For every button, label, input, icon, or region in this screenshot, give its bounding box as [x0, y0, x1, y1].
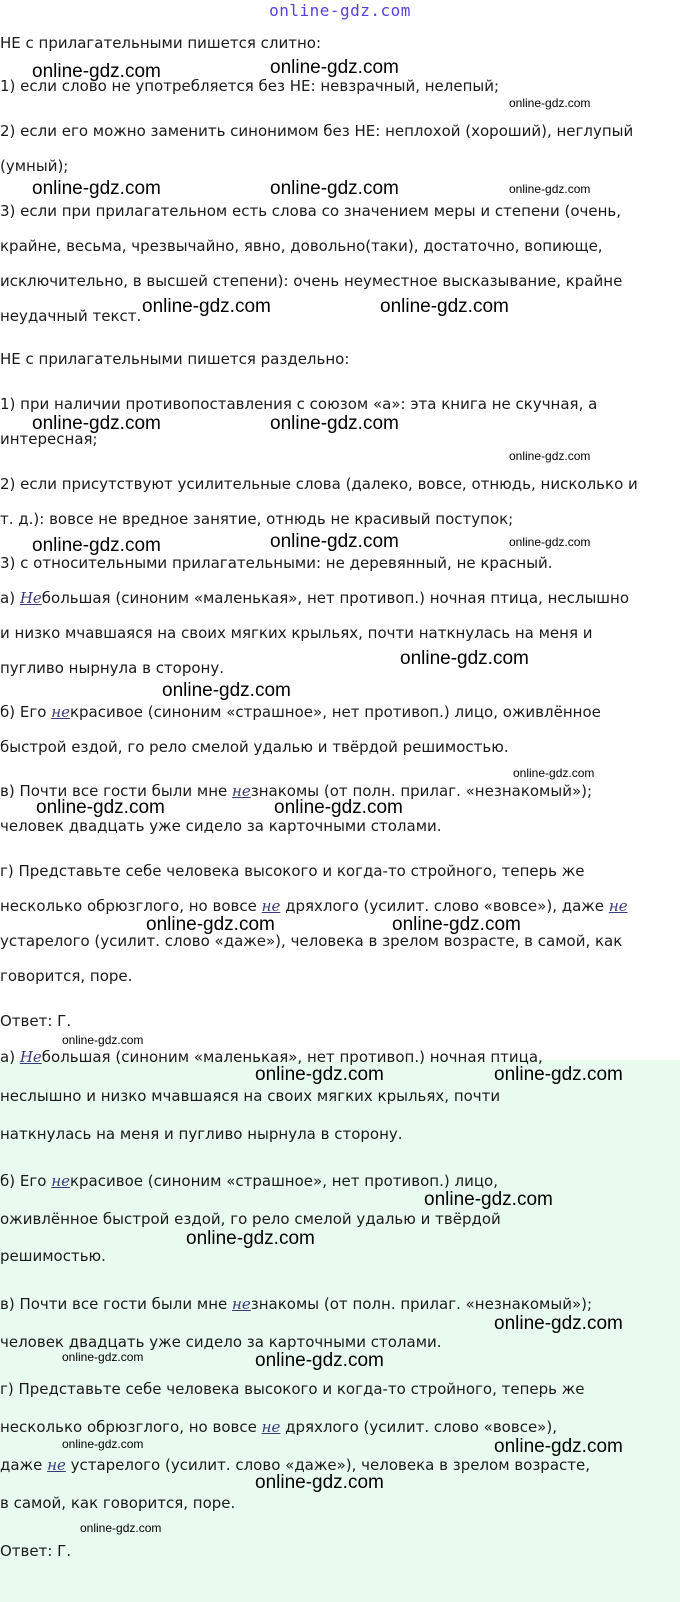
watermark: online-gdz.com	[509, 535, 591, 549]
watermark: online-gdz.com	[494, 1064, 623, 1085]
watermark: online-gdz.com	[513, 766, 595, 780]
rule-fused-1: 1) если слово не употребляется без НЕ: невзрачный, нелепый;	[0, 77, 500, 95]
option-g-line-3: устарелого (усилит. слово «даже»), человека в зрелом возрасте, в самой, как	[0, 932, 623, 950]
watermark: online-gdz.com	[32, 535, 161, 556]
option-g-line-1: г) Представьте себе человека высокого и когда-то стройного, теперь же	[0, 1380, 585, 1398]
ne-highlight: не	[608, 897, 628, 915]
watermark: online-gdz.com	[142, 296, 271, 317]
watermark: online-gdz.com	[146, 914, 275, 935]
ne-highlight: не	[51, 703, 70, 721]
option-g-line-2: несколько обрюзглого, но вовсе не дряхлого (усилит. слово «вовсе»), даже не	[0, 897, 628, 915]
option-b-line-1: б) Его некрасивое (синоним «страшное», нет противоп.) лицо,	[0, 1172, 498, 1190]
rule-separate-3: 3) с относительными прилагательными: не деревянный, не красный.	[0, 554, 553, 572]
watermark: online-gdz.com	[509, 182, 591, 196]
rule-separate-1-cont: интересная;	[0, 430, 98, 448]
ne-highlight: не	[261, 897, 281, 915]
watermark: online-gdz.com	[392, 914, 521, 935]
option-b-line-1: б) Его некрасивое (синоним «страшное», нет противоп.) лицо, оживлённое	[0, 703, 601, 721]
option-a-line-1: а) Небольшая (синоним «маленькая», нет противоп.) ночная птица,	[0, 1048, 543, 1066]
watermark: online-gdz.com	[509, 96, 591, 110]
watermark: online-gdz.com	[255, 1064, 384, 1085]
option-b-line-3: решимостью.	[0, 1247, 106, 1265]
watermark: online-gdz.com	[494, 1436, 623, 1457]
watermark: online-gdz.com	[424, 1189, 553, 1210]
option-g-line-2: несколько обрюзглого, но вовсе не дряхлого (усилит. слово «вовсе»),	[0, 1418, 557, 1436]
option-a-line-3: пугливо нырнула в сторону.	[0, 659, 225, 677]
watermark: online-gdz.com	[270, 531, 399, 552]
ne-highlight: не	[51, 1172, 70, 1190]
option-a-line-1: а) Небольшая (синоним «маленькая», нет противоп.) ночная птица, неслышно	[0, 589, 629, 607]
watermark: online-gdz.com	[270, 178, 399, 199]
option-v-line-2: человек двадцать уже сидело за карточными столами.	[0, 1333, 442, 1351]
ne-highlight: не	[232, 1295, 251, 1313]
rule-fused-3: 3) если при прилагательном есть слова со значением меры и степени (очень,	[0, 202, 622, 220]
watermark: online-gdz.com	[62, 1350, 144, 1364]
watermark: online-gdz.com	[509, 449, 591, 463]
watermark: online-gdz.com	[32, 413, 161, 434]
site-logo[interactable]: online-gdz.com	[269, 1, 411, 20]
rule-fused-2: 2) если его можно заменить синонимом без НЕ: неплохой (хороший), неглупый	[0, 122, 634, 140]
watermark: online-gdz.com	[32, 61, 161, 82]
option-v-line-1: в) Почти все гости были мне незнакомы (от полн. прилаг. «незнакомый»);	[0, 782, 593, 800]
option-v-line-1: в) Почти все гости были мне незнакомы (от полн. прилаг. «незнакомый»);	[0, 1295, 593, 1313]
watermark: online-gdz.com	[270, 57, 399, 78]
watermark: online-gdz.com	[62, 1437, 144, 1451]
watermark: online-gdz.com	[274, 797, 403, 818]
rule-separate-2: 2) если присутствуют усилительные слова (далеко, вовсе, отнюдь, нисколько и	[0, 475, 638, 493]
option-g-line-4: в самой, как говорится, поре.	[0, 1494, 236, 1512]
watermark: online-gdz.com	[36, 797, 165, 818]
ne-highlight: не	[47, 1456, 66, 1474]
rule-heading-fused: НЕ с прилагательными пишется слитно:	[0, 34, 321, 52]
watermark: online-gdz.com	[255, 1472, 384, 1493]
rule-heading-separate: НЕ с прилагательными пишется раздельно:	[0, 350, 350, 368]
option-a-line-2: неслышно и низко мчавшаяся на своих мягких крыльях, почти	[0, 1087, 501, 1105]
watermark: online-gdz.com	[62, 1033, 144, 1047]
ne-highlight: Не	[19, 1048, 42, 1066]
option-b-line-2: быстрой ездой, го рело смелой удалью и твёрдой решимостью.	[0, 738, 509, 756]
rule-separate-2-cont: т. д.): вовсе не вредное занятие, отнюдь не красивый поступок;	[0, 510, 514, 528]
answer-text: Ответ: Г.	[0, 1012, 72, 1030]
rule-fused-3-cont: исключительно, в высшей степени): очень неуместное высказывание, крайне	[0, 272, 623, 290]
answer-text: Ответ: Г.	[0, 1542, 72, 1560]
ne-highlight: Не	[19, 589, 42, 607]
option-b-line-2: оживлённое быстрой ездой, го рело смелой удалью и твёрдой	[0, 1210, 501, 1228]
option-v-line-2: человек двадцать уже сидело за карточными столами.	[0, 817, 442, 835]
option-g-line-4: говорится, поре.	[0, 967, 133, 985]
watermark: online-gdz.com	[80, 1521, 162, 1535]
watermark: online-gdz.com	[270, 413, 399, 434]
option-a-line-2: и низко мчавшаяся на своих мягких крыльях, почти наткнулась на меня и	[0, 624, 593, 642]
option-a-line-3: наткнулась на меня и пугливо нырнула в сторону.	[0, 1125, 403, 1143]
watermark: online-gdz.com	[255, 1350, 384, 1371]
watermark: online-gdz.com	[494, 1313, 623, 1334]
ne-highlight: не	[232, 782, 251, 800]
option-g-line-1: г) Представьте себе человека высокого и когда-то стройного, теперь же	[0, 862, 585, 880]
watermark: online-gdz.com	[400, 648, 529, 669]
watermark: online-gdz.com	[186, 1228, 315, 1249]
option-g-line-3: даже не устарелого (усилит. слово «даже»), человека в зрелом возрасте,	[0, 1456, 591, 1474]
watermark: online-gdz.com	[380, 296, 509, 317]
rule-fused-3-cont: крайне, весьма, чрезвычайно, явно, довольно(таки), достаточно, вопиюще,	[0, 237, 603, 255]
rule-separate-1: 1) при наличии противопоставления с союзом «а»: эта книга не скучная, а	[0, 395, 598, 413]
watermark: online-gdz.com	[162, 680, 291, 701]
ne-highlight: не	[261, 1418, 281, 1436]
rule-fused-3-cont: неудачный текст.	[0, 307, 142, 325]
rule-fused-2-cont: (умный);	[0, 157, 69, 175]
watermark: online-gdz.com	[32, 178, 161, 199]
